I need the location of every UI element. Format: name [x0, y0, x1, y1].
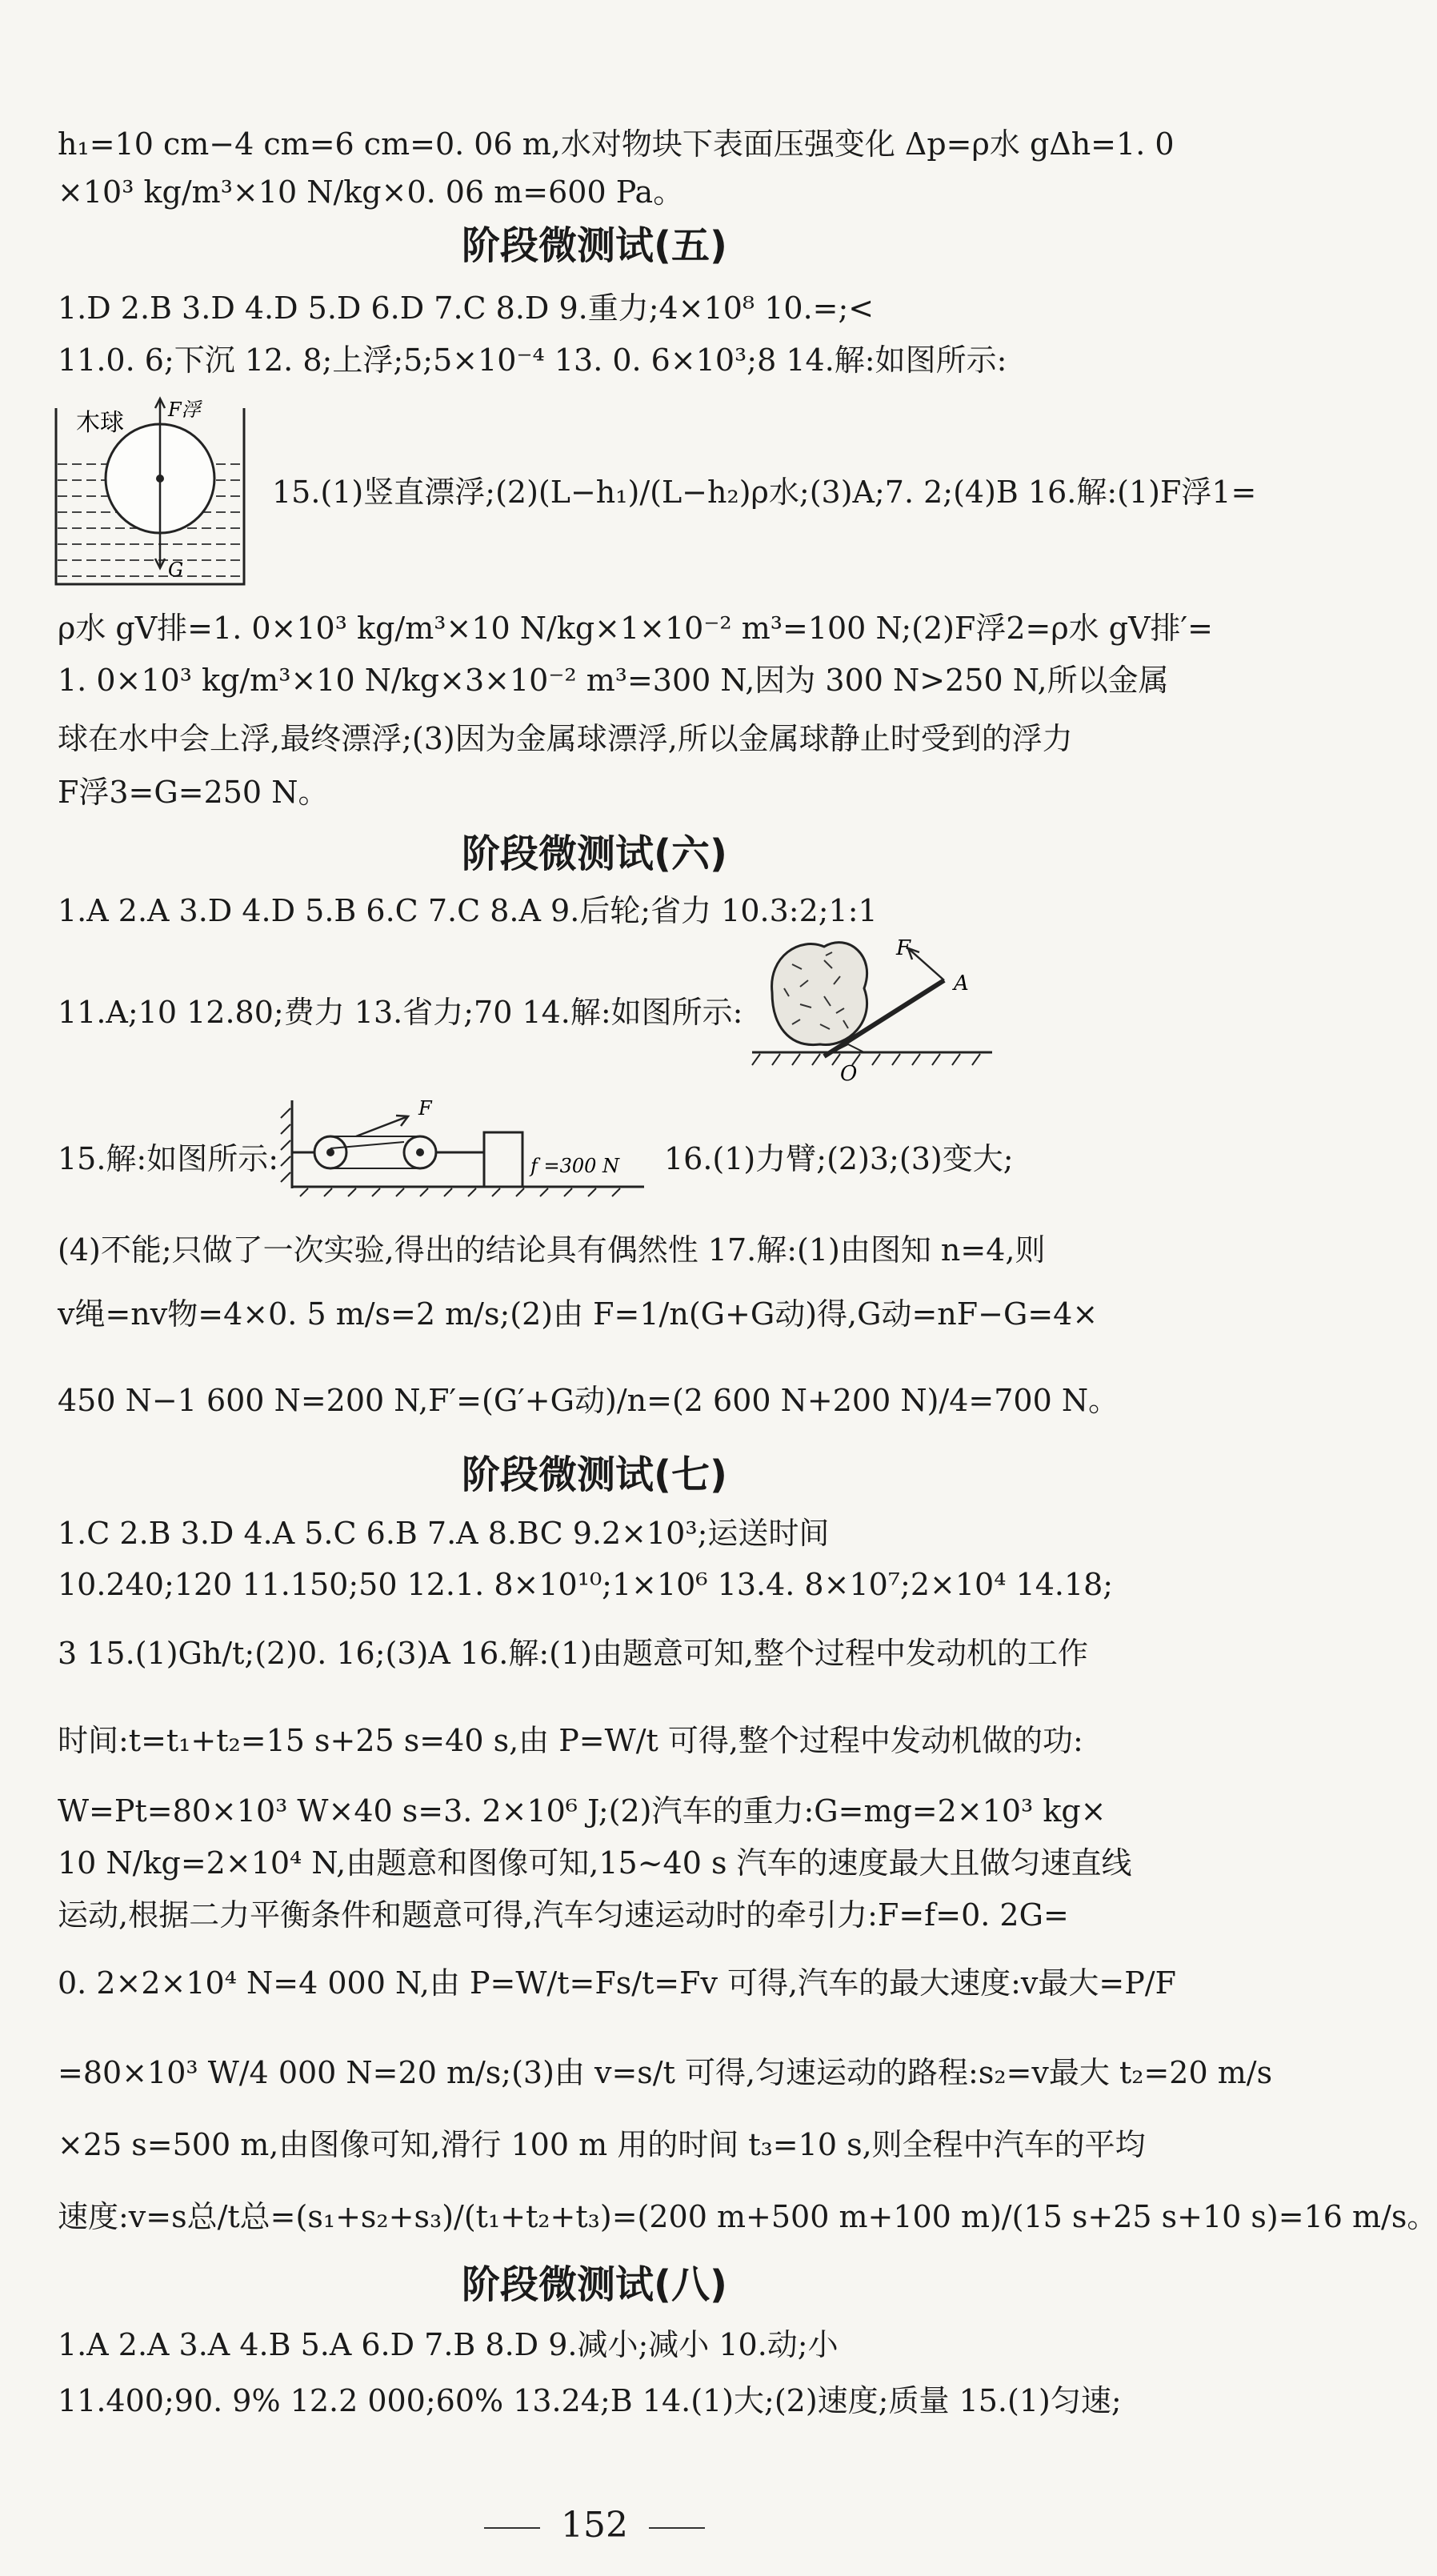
- s7-line-5: W=Pt=80×10³ W×40 s=3. 2×10⁶ J;(2)汽车的重力:G=mg=2×10³ kg×: [58, 1793, 1107, 1829]
- pulley-system-figure: [276, 1092, 652, 1196]
- s5-line-4: ρ水 gV排=1. 0×10³ kg/m³×10 N/kg×1×10⁻² m³=100 N;(2)F浮2=ρ水 gV排′=: [58, 611, 1214, 646]
- intro-line-2: ×10³ kg/m³×10 N/kg×0. 06 m=600 Pa。: [58, 174, 684, 210]
- s7-line-9: =80×10³ W/4 000 N=20 m/s;(3)由 v=s/t 可得,匀速运动的路程:s₂=v最大 t₂=20 m/s: [58, 2055, 1273, 2090]
- s7-line-4: 时间:t=t₁+t₂=15 s+25 s=40 s,由 P=W/t 可得,整个过程中发动机做的功:: [58, 1723, 1083, 1758]
- page-number-dash-right: [649, 2527, 705, 2529]
- section-title-6: 阶段微测试(六): [462, 831, 727, 876]
- s6-line-5: v绳=nv物=4×0. 5 m/s=2 m/s;(2)由 F=1/n(G+G动)得,G动=nF−G=4×: [58, 1296, 1099, 1332]
- s7-line-8: 0. 2×2×10⁴ N=4 000 N,由 P=W/t=Fs/t=Fv 可得,汽车的最大速度:v最大=P/F: [58, 1965, 1176, 2001]
- lever-stone-figure: [744, 932, 1008, 1084]
- s7-line-3: 3 15.(1)Gh/t;(2)0. 16;(3)A 16.解:(1)由题意可知,整个过程中发动机的工作: [58, 1636, 1089, 1671]
- s7-line-6: 10 N/kg=2×10⁴ N,由题意和图像可知,15~40 s 汽车的速度最大且做匀速直线: [58, 1845, 1132, 1881]
- s6-line-3: 15.解:如图所示:: [58, 1141, 279, 1176]
- floating-ball-figure: [48, 392, 256, 592]
- s6-line-4: (4)不能;只做了一次实验,得出的结论具有偶然性 17.解:(1)由图知 n=4,则: [58, 1232, 1046, 1268]
- s6-line-1: 1.A 2.A 3.D 4.D 5.B 6.C 7.C 8.A 9.后轮;省力 10.3:2;1:1: [58, 893, 878, 928]
- friction-label: f =300 N: [530, 1155, 620, 1177]
- point-A-label: A: [954, 972, 969, 996]
- s7-line-11: 速度:v=s总/t总=(s₁+s₂+s₃)/(t₁+t₂+t₃)=(200 m+500 m+100 m)/(15 s+25 s+10 s)=16 m/s。: [58, 2199, 1437, 2234]
- s7-line-1: 1.C 2.B 3.D 4.A 5.C 6.B 7.A 8.BC 9.2×10³;运送时间: [58, 1516, 830, 1551]
- s7-line-7: 运动,根据二力平衡条件和题意可得,汽车匀速运动时的牵引力:F=f=0. 2G=: [58, 1897, 1069, 1933]
- s6-line-3b: 16.(1)力臂;(2)3;(3)变大;: [664, 1141, 1014, 1176]
- s7-line-2: 10.240;120 11.150;50 12.1. 8×10¹⁰;1×10⁶ 13.4. 8×10⁷;2×10⁴ 14.18;: [58, 1567, 1114, 1602]
- s5-line-2: 11.0. 6;下沉 12. 8;上浮;5;5×10⁻⁴ 13. 0. 6×10³;8 14.解:如图所示:: [58, 343, 1007, 378]
- s5-line-3: 15.(1)竖直漂浮;(2)(L−h₁)/(L−h₂)ρ水;(3)A;7. 2;(4)B 16.解:(1)F浮1=: [272, 475, 1257, 510]
- page-number: [0, 2505, 1189, 2546]
- s5-line-5: 1. 0×10³ kg/m³×10 N/kg×3×10⁻² m³=300 N,因为 300 N>250 N,所以金属: [58, 663, 1169, 698]
- pulley-force-label: F: [418, 1097, 432, 1120]
- buoyancy-label: F浮: [168, 399, 201, 421]
- section-title-5: 阶段微测试(五): [462, 223, 727, 268]
- s5-line-1: 1.D 2.B 3.D 4.D 5.D 6.D 7.C 8.D 9.重力;4×10⁸ 10.=;<: [58, 290, 875, 326]
- force-F-label: F: [896, 936, 911, 960]
- wood-ball-label: 木球: [76, 409, 124, 437]
- s5-line-6: 球在水中会上浮,最终漂浮;(3)因为金属球漂浮,所以金属球静止时受到的浮力: [58, 721, 1073, 756]
- gravity-label: G: [168, 559, 184, 581]
- section-title-7: 阶段微测试(七): [462, 1452, 727, 1497]
- section-title-8: 阶段微测试(八): [462, 2262, 727, 2307]
- page-number-text: 152: [561, 2505, 628, 2546]
- s7-line-10: ×25 s=500 m,由图像可知,滑行 100 m 用的时间 t₃=10 s,则全程中汽车的平均: [58, 2127, 1146, 2162]
- s8-line-2: 11.400;90. 9% 12.2 000;60% 13.24;B 14.(1)大;(2)速度;质量 15.(1)匀速;: [58, 2383, 1122, 2418]
- s5-line-7: F浮3=G=250 N。: [58, 775, 329, 810]
- s6-line-2: 11.A;10 12.80;费力 13.省力;70 14.解:如图所示:: [58, 995, 743, 1030]
- page-number-dash-left: [484, 2527, 540, 2529]
- intro-line-1: h₁=10 cm−4 cm=6 cm=0. 06 m,水对物块下表面压强变化 Δp=ρ水 gΔh=1. 0: [58, 126, 1175, 162]
- fulcrum-O-label: O: [840, 1062, 858, 1086]
- s6-line-6: 450 N−1 600 N=200 N,F′=(G′+G动)/n=(2 600 N+200 N)/4=700 N。: [58, 1383, 1119, 1418]
- s8-line-1: 1.A 2.A 3.A 4.B 5.A 6.D 7.B 8.D 9.减小;减小 10.动;小: [58, 2327, 839, 2362]
